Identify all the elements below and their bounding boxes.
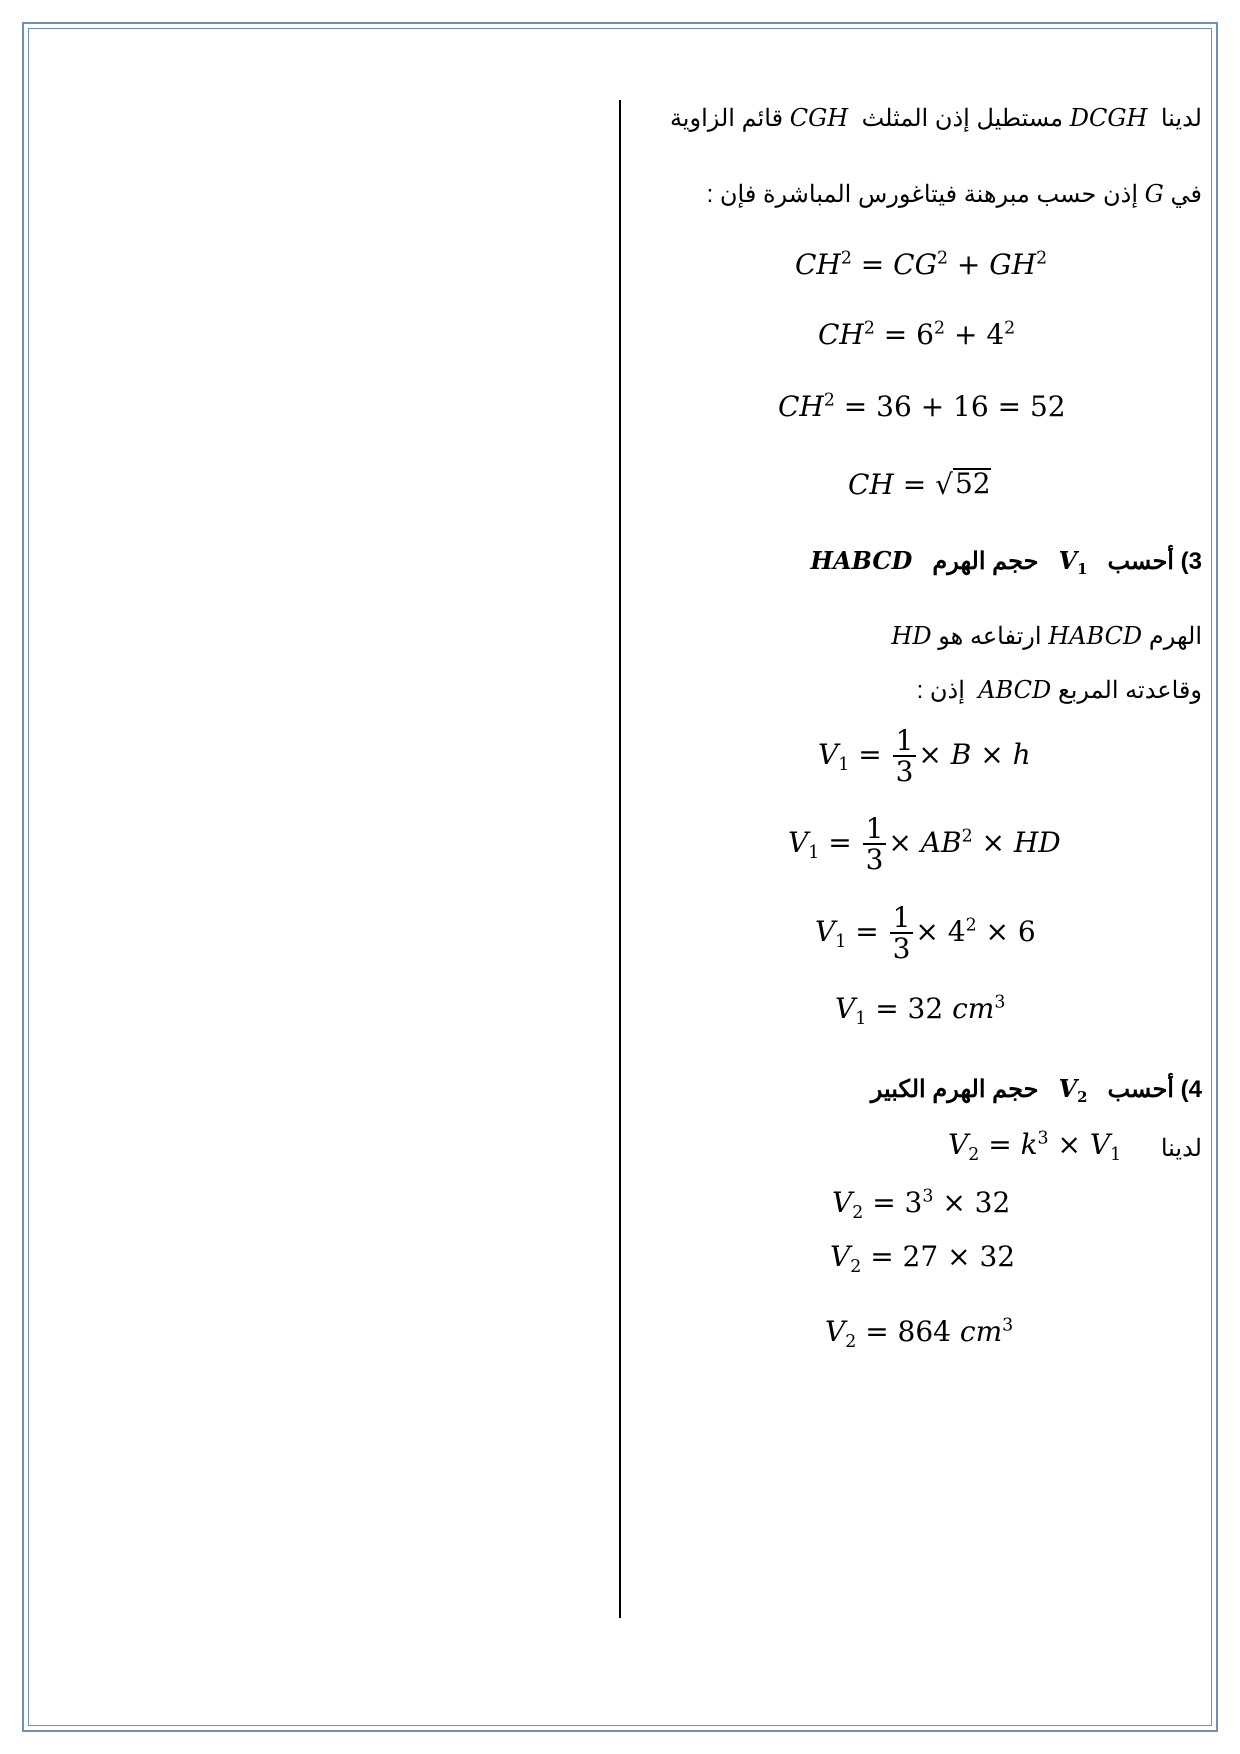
text-fragment: أحسب (1107, 1076, 1174, 1103)
question-4-heading (871, 1074, 1202, 1106)
text-fragment: أحسب (1107, 548, 1174, 575)
math-v1: $V_1$ (1058, 546, 1088, 579)
equation-ch2-values: $CH^2 = 6^2 + 4^2$ (818, 318, 1016, 351)
math-habcd: HABCD (810, 546, 913, 575)
question-3-heading (810, 546, 1202, 578)
text-line-rectangle (670, 104, 1202, 133)
math-abcd: ABCD (978, 676, 1052, 704)
math-cgh: CGH (789, 104, 849, 132)
text-fragment: مستطيل إذن المثلث (861, 105, 1064, 132)
text-fragment: حجم الهرم الكبير (870, 1076, 1039, 1103)
text-line-given (1161, 1134, 1202, 1163)
text-fragment: وقاعدته المربع (1057, 677, 1202, 704)
math-g: G (1144, 180, 1164, 208)
text-fragment: قائم الزاوية (669, 105, 784, 132)
text-fragment: ارتفاعه هو (938, 623, 1042, 650)
equation-v1-values: $V_1$ = $\frac{1}{3}$ × $4^2 \times 6$ (815, 901, 1036, 966)
column-divider (619, 100, 621, 1618)
equation-v1-substituted: $V_1$ = $\frac{1}{3}$ × $AB^2$ × HD (788, 812, 1061, 877)
text-fragment: حجم الهرم (932, 548, 1039, 575)
equation-ch-sqrt: CH = √ 52 (848, 467, 991, 501)
text-line-base (917, 676, 1202, 705)
equation-v2-product: $V_2 = 27 \times 32$ (830, 1240, 1016, 1278)
question-number: 4) (1180, 1076, 1202, 1103)
text-fragment: إذن : (916, 677, 965, 704)
text-fragment: إذن حسب مبرهنة فيتاغورس المباشرة فإن : (706, 181, 1138, 208)
math-dcgh: DCGH (1069, 104, 1148, 132)
text-fragment: في (1170, 181, 1202, 208)
equation-v2-values: $V_2 = 3^3 \times 32$ (832, 1186, 1011, 1224)
question-number: 3) (1180, 548, 1202, 575)
equation-v2-formula: $V_2 = k^3 \times V_1$ (948, 1128, 1122, 1166)
equation-v1-formula: $V_1$ = $\frac{1}{3}$ × B × h (818, 724, 1031, 789)
text-line-pythagoras (707, 180, 1202, 209)
math-habcd: HABCD (1048, 622, 1143, 650)
math-hd: HD (891, 622, 932, 650)
equation-v1-result: $V_1 = 32$ $cm^3$ (835, 992, 1006, 1030)
equation-v2-result: $V_2 = 864$ $cm^3$ (825, 1315, 1014, 1353)
text-line-height (891, 622, 1202, 651)
text-fragment: لدينا (1160, 105, 1202, 132)
equation-ch2-result: $CH^2 = 36 + 16 = 52$ (778, 390, 1066, 423)
math-v2: $V_2$ (1058, 1074, 1088, 1107)
text-fragment: الهرم (1148, 623, 1202, 650)
equation-ch2-sum: $CH^2 = CG^2 + GH^2$ (795, 248, 1048, 281)
text-fragment: لدينا (1160, 1135, 1202, 1162)
